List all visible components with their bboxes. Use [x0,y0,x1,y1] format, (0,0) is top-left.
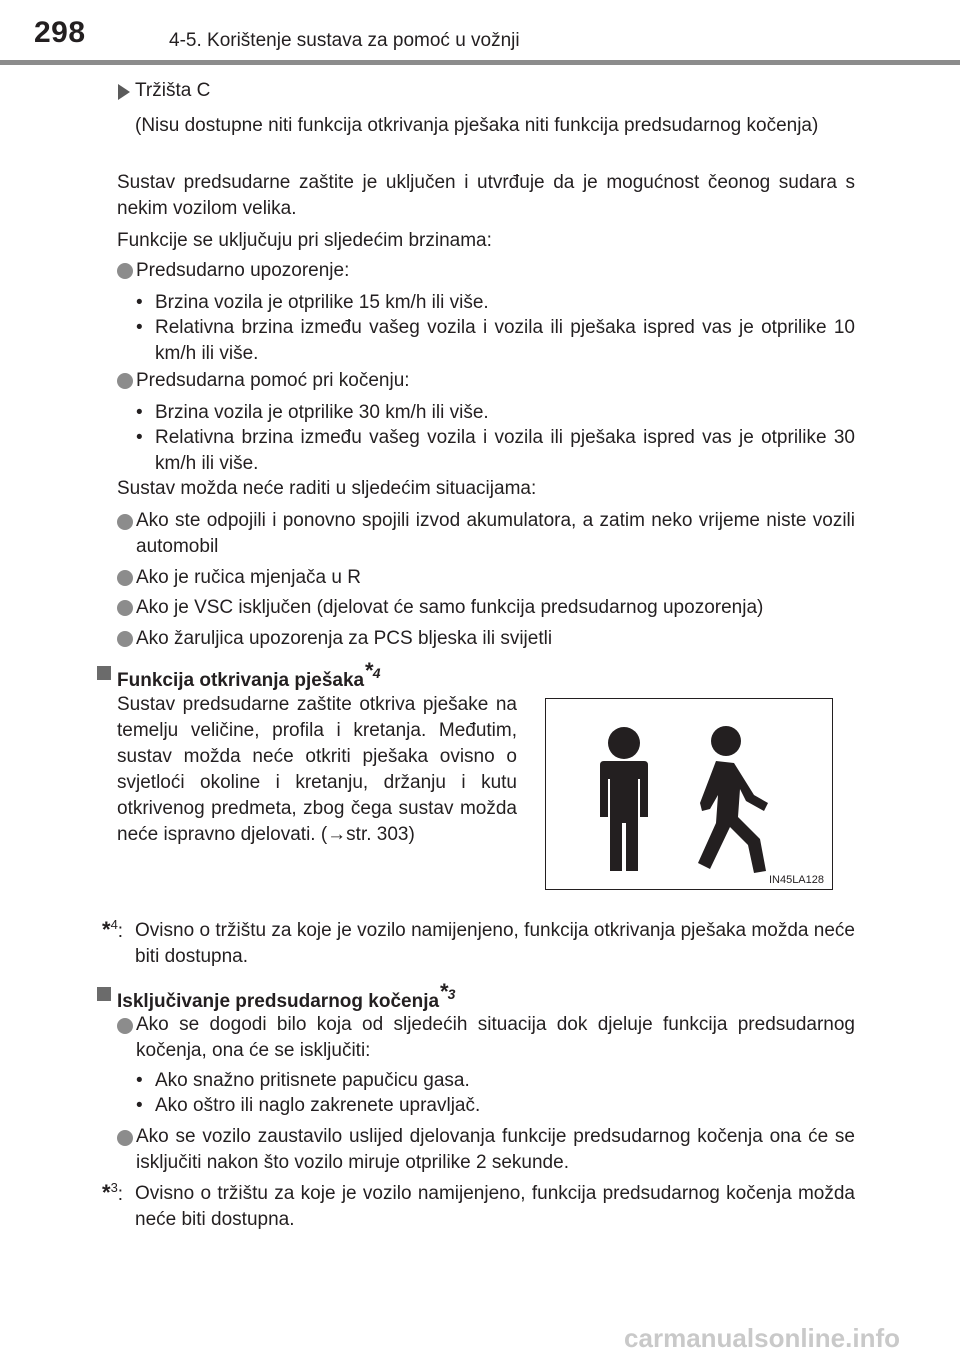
pedestrian-section-title: Funkcija otkrivanja pješaka$^{*4}$ [117,658,381,691]
brake-cancel-section-title: Isključivanje predsudarnog kočenja$^{*3}$ [117,979,456,1012]
circle-bullet-icon [117,514,133,530]
warning-label: Predsudarno upozorenje: [136,260,350,281]
square-bullet-icon [97,987,111,1001]
footnote-marker: *$^4$: [102,917,124,942]
triangle-bullet-icon [118,84,130,100]
bullet-dot: • [136,402,143,423]
circle-bullet-icon [117,1130,133,1146]
bullet-dot: • [136,292,143,313]
brake-cancel-item: Ako se vozilo zaustavilo uslijed djelovanja funkcije predsudarnog kočenja ona će se isključiti nakon što vozilo miruje otprilike 2 sekunde. [136,1126,855,1173]
brake-assist-label: Predsudarna pomoć pri kočenju: [136,370,410,391]
pedestrian-description: Sustav predsudarne zaštite otkriva pješake na temelju veličine, profila i kretanja. Međutim, sustav možda neće otkriti pješaka ovisno o svjetloći okoline i kretanju, držanju i kutu otkrivenog predmeta, zbog čega sustav možda neće ispravno djelovati. (→str. 303) [117,694,517,845]
warning-item: Brzina vozila je otprilike 15 km/h ili više. [155,292,489,313]
brake-cancel-item: Ako se dogodi bilo koja od sljedećih situacija dok djeluje funkcija predsudarnog kočenja, ona će se isključiti: [136,1014,855,1061]
footnote-marker: *$^3$: [102,1180,124,1205]
bullet-dot: • [136,317,143,338]
circle-bullet-icon [117,373,133,389]
circle-bullet-icon [117,631,133,647]
circle-bullet-icon [117,570,133,586]
brake-assist-item: Relativna brzina između vašeg vozila i vozila ili pješaka ispred vas je otprilike 30 km/h ili više. [155,427,855,474]
bullet-dot: • [136,427,143,448]
warning-item: Relativna brzina između vašeg vozila i vozila ili pješaka ispred vas je otprilike 10 km/h ili više. [155,317,855,364]
circle-bullet-icon [117,600,133,616]
situation-item: Ako žaruljica upozorenja za PCS bljeska ili svijetli [136,628,553,649]
page-number: 298 [34,16,86,49]
market-c-label: Tržišta C [135,80,211,101]
pedestrian-silhouettes-icon [546,699,834,891]
market-c-note: (Nisu dostupne niti funkcija otkrivanja pješaka niti funkcija predsudarnog kočenja) [135,115,819,136]
brake-assist-item: Brzina vozila je otprilike 30 km/h ili više. [155,402,489,423]
figure-code: IN45LA128 [768,874,824,886]
situation-item: Ako je ručica mjenjača u R [136,567,361,588]
watermark-text: carmanualsonline.info [624,1323,900,1353]
square-bullet-icon [97,666,111,680]
system-on-text: Sustav predsudarne zaštite je uključen i utvrđuje da je mogućnost čeonog sudara s nekim vozilom velika. [117,172,855,219]
brake-cancel-subitem: Ako snažno pritisnete papučicu gasa. [155,1070,470,1091]
pedestrian-figure [545,698,833,890]
brake-cancel-subitem: Ako oštro ili naglo zakrenete upravljač. [155,1095,481,1116]
may-not-work-heading: Sustav možda neće raditi u sljedećim situacijama: [117,478,537,499]
circle-bullet-icon [117,1018,133,1034]
brake-cancel-footnote: Ovisno o tržištu za koje je vozilo namijenjeno, funkcija predsudarnog kočenja možda neće biti dostupna. [135,1183,855,1230]
circle-bullet-icon [117,263,133,279]
bullet-dot: • [136,1095,143,1116]
section-title: 4-5. Korištenje sustava za pomoć u vožnji [169,30,520,51]
bullet-dot: • [136,1070,143,1091]
header-divider [0,60,960,65]
speeds-heading: Funkcije se uključuju pri sljedećim brzinama: [117,230,492,251]
situation-item: Ako ste odpojili i ponovno spojili izvod akumulatora, a zatim neko vrijeme niste vozili automobil [136,510,855,557]
pedestrian-footnote: Ovisno o tržištu za koje je vozilo namijenjeno, funkcija otkrivanja pješaka možda neće biti dostupna. [135,920,855,967]
situation-item: Ako je VSC isključen (djelovat će samo funkcija predsudarnog upozorenja) [136,597,764,618]
